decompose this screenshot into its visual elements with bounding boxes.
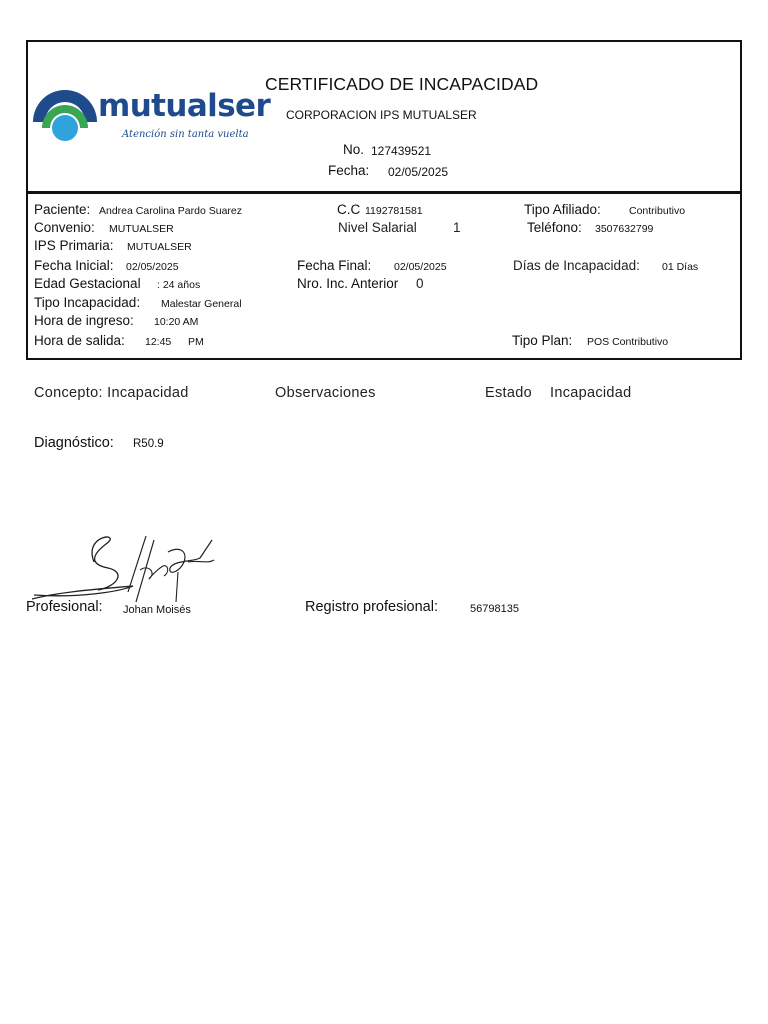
logo-mark-icon xyxy=(30,72,100,142)
edad-gestacional-value: : 24 años xyxy=(157,279,201,291)
number-value: 127439521 xyxy=(371,144,432,158)
telefono-value: 3507632799 xyxy=(595,223,654,235)
fecha-inicial-label: Fecha Inicial: xyxy=(34,258,114,273)
hora-salida-ampm: PM xyxy=(188,336,204,348)
dias-label: Días de Incapacidad: xyxy=(513,258,640,273)
estado-value: Incapacidad xyxy=(550,385,632,401)
convenio-value: MUTUALSER xyxy=(109,223,174,235)
logo xyxy=(30,72,270,144)
dias-value: 01 Días xyxy=(662,261,699,273)
logo-wordmark: mutualser xyxy=(98,88,271,124)
nivel-salarial-value: 1 xyxy=(453,220,461,235)
hora-ingreso-value: 10:20 AM xyxy=(154,316,199,328)
nro-inc-anterior-label: Nro. Inc. Anterior xyxy=(297,276,399,291)
ips-primaria-value: MUTUALSER xyxy=(127,241,192,253)
registro-profesional-value: 56798135 xyxy=(470,603,519,615)
convenio-label: Convenio: xyxy=(34,220,95,235)
cc-value: 1192781581 xyxy=(365,205,423,217)
tipo-plan-value: POS Contributivo xyxy=(587,336,669,348)
telefono-label: Teléfono: xyxy=(527,220,582,235)
concepto-text: Concepto: Incapacidad xyxy=(34,385,189,401)
profesional-label: Profesional: xyxy=(26,599,103,615)
paciente-value: Andrea Carolina Pardo Suarez xyxy=(99,205,243,217)
observaciones-label: Observaciones xyxy=(275,385,376,401)
hora-ingreso-label: Hora de ingreso: xyxy=(34,313,134,328)
tipo-plan-label: Tipo Plan: xyxy=(512,333,573,348)
logo-tagline: Atención sin tanta vuelta xyxy=(122,129,249,140)
date-label: Fecha: xyxy=(328,163,370,178)
diagnostico-label: Diagnóstico: xyxy=(34,435,114,451)
entity-name: CORPORACION IPS MUTUALSER xyxy=(286,108,477,122)
document-title: CERTIFICADO DE INCAPACIDAD xyxy=(265,74,539,94)
tipo-incapacidad-label: Tipo Incapacidad: xyxy=(34,295,141,310)
fecha-final-value: 02/05/2025 xyxy=(394,261,447,273)
fecha-inicial-value: 02/05/2025 xyxy=(126,261,179,273)
date-value: 02/05/2025 xyxy=(388,165,449,179)
edad-gestacional-label: Edad Gestacional xyxy=(34,276,141,291)
tipo-afiliado-value: Contributivo xyxy=(629,205,686,217)
fecha-final-label: Fecha Final: xyxy=(297,258,372,273)
nivel-salarial-label: Nivel Salarial xyxy=(338,220,417,235)
diagnostico-value: R50.9 xyxy=(133,438,164,450)
hora-salida-value: 12:45 xyxy=(145,336,172,348)
registro-profesional-label: Registro profesional: xyxy=(305,599,438,615)
number-label: No. xyxy=(343,142,365,157)
cc-label: C.C xyxy=(337,202,361,217)
estado-label: Estado xyxy=(485,385,532,401)
profesional-value: Johan Moisés xyxy=(123,604,191,616)
hora-salida-label: Hora de salida: xyxy=(34,333,125,348)
tipo-afiliado-label: Tipo Afiliado: xyxy=(524,202,601,217)
ips-primaria-label: IPS Primaria: xyxy=(34,238,114,253)
paciente-label: Paciente: xyxy=(34,202,91,217)
nro-inc-anterior-value: 0 xyxy=(416,276,424,291)
header-divider xyxy=(26,191,742,194)
tipo-incapacidad-value: Malestar General xyxy=(161,298,242,310)
